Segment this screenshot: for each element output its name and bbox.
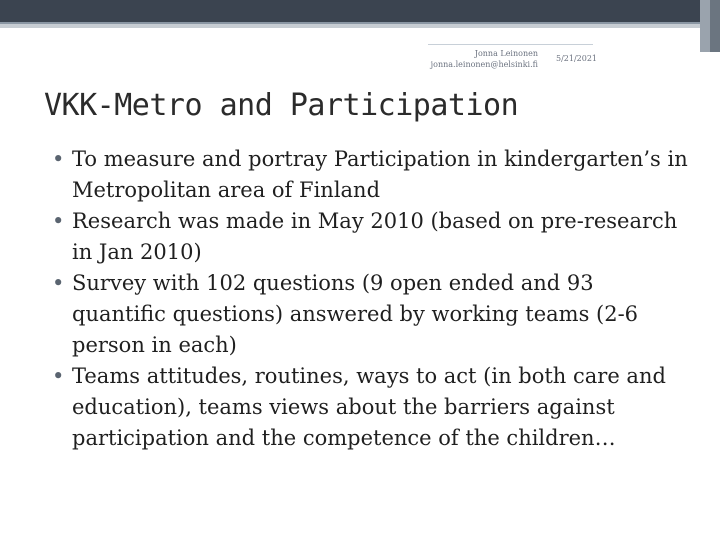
bullet-text: To measure and portray Participation in kindergarten’s in Metropolitan area of Finland bbox=[72, 147, 688, 202]
header-rule bbox=[428, 44, 593, 45]
corner-decoration-left bbox=[700, 0, 710, 52]
header-accent-line bbox=[0, 24, 700, 28]
bullet-item bbox=[52, 206, 692, 268]
bullet-item bbox=[52, 361, 692, 454]
bullet-item bbox=[52, 268, 692, 361]
bullet-list bbox=[52, 144, 692, 454]
header-author: Jonna Leinonen bbox=[474, 49, 538, 58]
bullet-text: Teams attitudes, routines, ways to act (in both care and education), teams views about the barriers against participation and the competence of the children… bbox=[72, 364, 666, 450]
bullet-icon: • bbox=[52, 209, 65, 233]
bullet-item bbox=[52, 144, 692, 206]
bullet-text: Survey with 102 questions (9 open ended and 93 quantific questions) answered by working teams (2-6 person in each) bbox=[72, 271, 639, 357]
bullet-text: Research was made in May 2010 (based on pre-research in Jan 2010) bbox=[72, 209, 678, 264]
corner-decoration-right bbox=[710, 0, 720, 52]
header-date: 5/21/2021 bbox=[556, 54, 598, 63]
bullet-icon: • bbox=[52, 271, 65, 295]
header-email: jonna.leinonen@helsinki.fi bbox=[430, 60, 538, 69]
bullet-icon: • bbox=[52, 147, 65, 171]
header-band bbox=[0, 0, 700, 24]
header-author-block bbox=[418, 48, 538, 70]
bullet-icon: • bbox=[52, 364, 65, 388]
slide-title: VKK-Metro and Participation bbox=[44, 88, 519, 123]
